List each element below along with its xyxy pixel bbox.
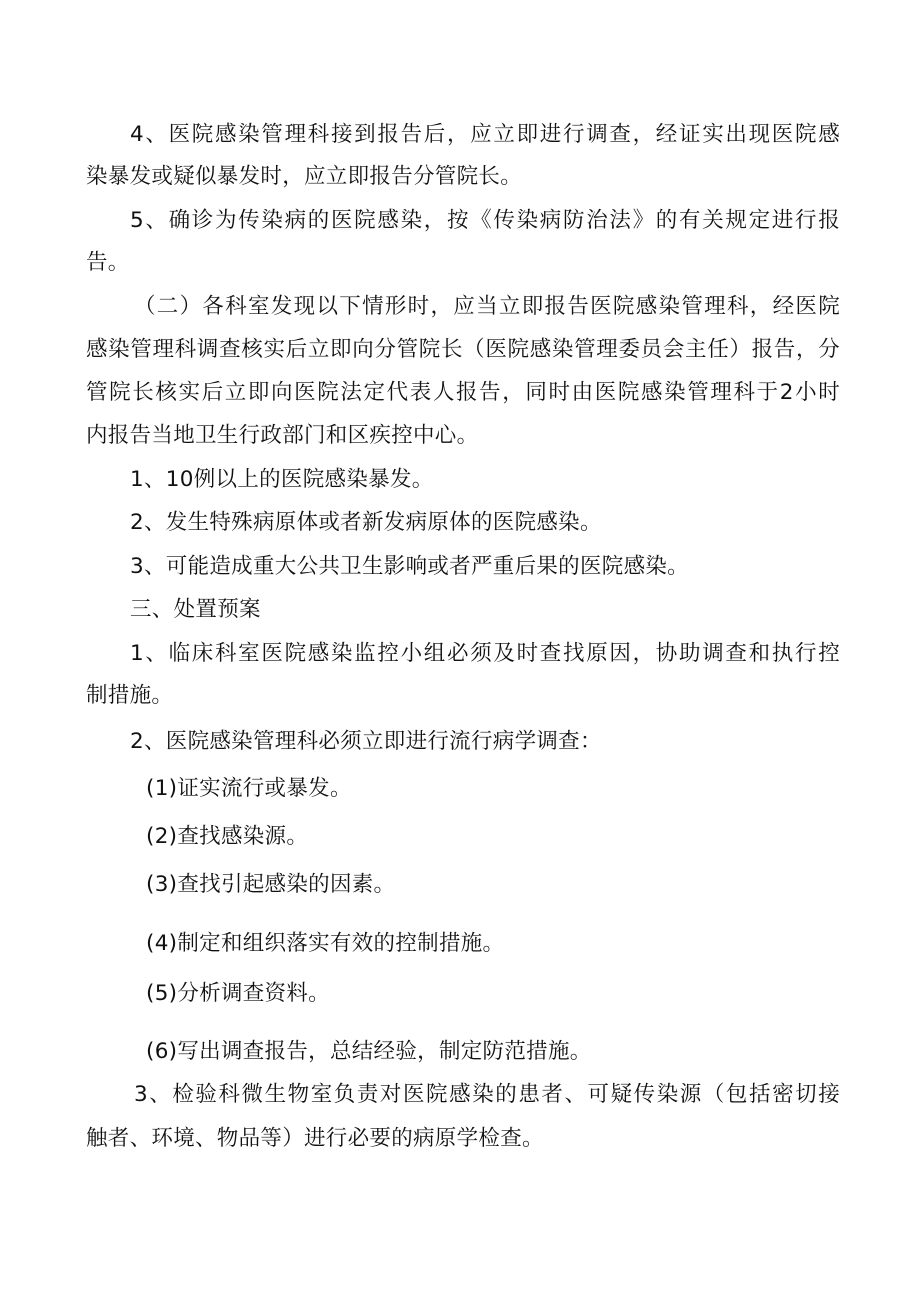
paragraph-5: 2、发生特殊病原体或者新发病原体的医院感染。 [130,510,602,535]
paragraph-16-line-2: 触者、环境、物品等）进行必要的病原学检查。 [86,1126,544,1151]
sub-item-2: (2)查找感染源。 [146,824,309,849]
paragraph-1-line-2: 染暴发或疑似暴发时，应立即报告分管院长。 [86,164,523,189]
paragraph-8-line-1: 1、临床科室医院感染监控小组必须及时查找原因，协助调查和执行控 [130,641,840,666]
paragraph-3-line-3: 管院长核实后立即向医院法定代表人报告，同时由医院感染管理科于2小时 [86,380,840,405]
paragraph-2-line-2: 告。 [86,250,130,275]
sub-item-3: (3)查找引起感染的因素。 [146,872,396,897]
paragraph-16-line-1: 3、检验科微生物室负责对医院感染的患者、可疑传染源（包括密切接 [134,1082,840,1107]
paragraph-6: 3、可能造成重大公共卫生影响或者严重后果的医院感染。 [130,554,689,579]
paragraph-3-line-2: 感染管理科调查核实后立即向分管院长（医院感染管理委员会主任）报告，分 [86,337,840,362]
sub-item-1: (1)证实流行或暴发。 [146,776,352,801]
paragraph-1-line-1: 4、医院感染管理科接到报告后，应立即进行调查，经证实出现医院感 [130,122,840,147]
paragraph-4: 1、10例以上的医院感染暴发。 [130,467,434,492]
paragraph-3-line-4: 内报告当地卫生行政部门和区疾控中心。 [86,423,479,448]
paragraph-9: 2、医院感染管理科必须立即进行流行病学调查： [130,729,602,754]
sub-item-6: (6)写出调查报告，总结经验，制定防范措施。 [146,1039,592,1064]
paragraph-2-line-1: 5、确诊为传染病的医院感染，按《传染病防治法》的有关规定进行报 [130,208,840,233]
paragraph-8-line-2: 制措施。 [86,683,174,708]
paragraph-3-line-1: （二）各科室发现以下情形时，应当立即报告医院感染管理科，经医院 [134,294,840,319]
sub-item-4: (4)制定和组织落实有效的控制措施。 [146,931,505,956]
section-heading-3: 三、处置预案 [130,597,261,622]
sub-item-5: (5)分析调查资料。 [146,981,330,1006]
